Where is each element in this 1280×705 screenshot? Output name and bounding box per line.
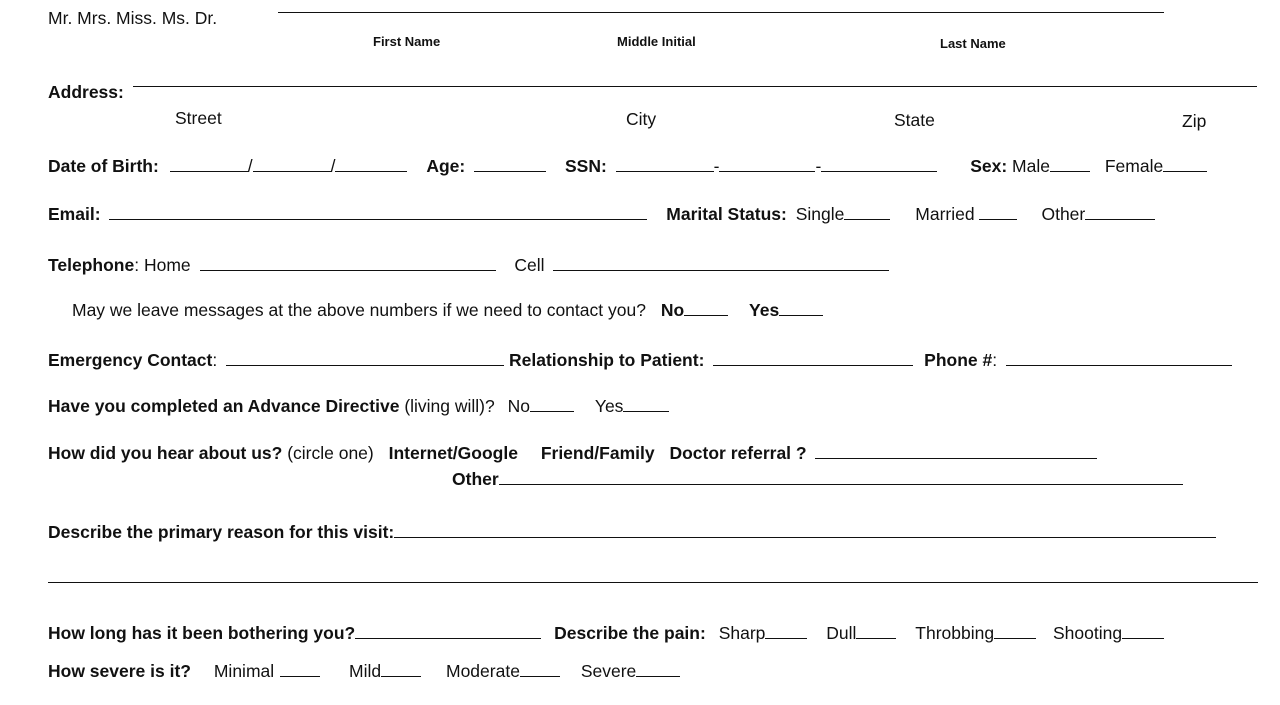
ssn-part1-field[interactable] [616, 156, 714, 172]
telephone-label: Telephone [48, 255, 135, 275]
street-label: Street [175, 108, 222, 128]
last-name-label: Last Name [940, 36, 1006, 51]
name-row [48, 8, 217, 29]
single-option: Single [795, 204, 845, 224]
advance-no-field[interactable] [530, 396, 574, 412]
advance-yes: Yes [594, 396, 624, 416]
email-row [48, 204, 1280, 224]
female-option: Female [1104, 156, 1164, 176]
other-option: Other [1041, 204, 1086, 224]
state-label: State [894, 110, 935, 130]
pain-label: Describe the pain: [554, 623, 706, 643]
relationship-label: Relationship to Patient: [508, 350, 705, 370]
sex-label: Sex: [970, 156, 1008, 176]
referral-row [48, 443, 1280, 463]
email-label: Email: [48, 204, 101, 224]
hear-question: How did you hear about us? [48, 443, 283, 463]
dob-month-field[interactable] [170, 156, 248, 172]
ssn-label: SSN: [564, 156, 607, 176]
city-label: City [626, 109, 657, 129]
shooting-option: Shooting [1052, 623, 1123, 643]
messages-yes-field[interactable] [779, 300, 823, 316]
throbbing-option: Throbbing [915, 623, 995, 643]
home-label: : Home [134, 255, 191, 275]
throbbing-field[interactable] [994, 623, 1036, 639]
address-field[interactable] [133, 86, 1257, 87]
name-field[interactable] [278, 12, 1164, 13]
zip-label: Zip [1182, 111, 1207, 131]
advance-yes-field[interactable] [623, 396, 669, 412]
dull-field[interactable] [856, 623, 896, 639]
doctor-option: Doctor referral ? [669, 443, 807, 463]
moderate-option: Moderate [446, 661, 520, 681]
circle-one-note: (circle one) [287, 443, 374, 463]
friend-option: Friend/Family [540, 443, 655, 463]
sharp-option: Sharp [718, 623, 766, 643]
title-options: Mr. Mrs. Miss. Ms. Dr. [48, 8, 218, 28]
emergency-contact-field[interactable] [226, 350, 504, 366]
shooting-field[interactable] [1122, 623, 1164, 639]
address-label: Address: [48, 82, 124, 102]
single-field[interactable] [844, 204, 890, 220]
moderate-field[interactable] [520, 661, 560, 677]
internet-option: Internet/Google [388, 443, 518, 463]
severe-field[interactable] [636, 661, 680, 677]
reason-label: Describe the primary reason for this visit: [48, 522, 395, 542]
ssn-part3-field[interactable] [821, 156, 937, 172]
mild-field[interactable] [381, 661, 421, 677]
messages-no-field[interactable] [684, 300, 728, 316]
living-will-note: (living will)? [404, 396, 495, 416]
emergency-phone-field[interactable] [1006, 350, 1232, 366]
advance-directive-row [48, 396, 1280, 416]
first-name-label: First Name [373, 34, 441, 49]
age-label: Age: [426, 156, 466, 176]
married-field[interactable] [979, 204, 1017, 220]
middle-initial-label: Middle Initial [617, 34, 696, 49]
age-field[interactable] [474, 156, 546, 172]
advance-directive-question: Have you completed an Advance Directive [48, 396, 400, 416]
sharp-field[interactable] [765, 623, 807, 639]
messages-no: No [660, 300, 685, 320]
dob-year-field[interactable] [335, 156, 407, 172]
cell-label: Cell [514, 255, 545, 275]
duration-row [48, 623, 1280, 643]
referral-other-label: Other [452, 469, 499, 489]
dull-option: Dull [826, 623, 857, 643]
ssn-part2-field[interactable] [719, 156, 815, 172]
dob-day-field[interactable] [253, 156, 331, 172]
emergency-contact-label: Emergency Contact [48, 350, 213, 370]
doctor-referral-field[interactable] [815, 443, 1097, 459]
reason-field-line-2[interactable] [48, 582, 1258, 583]
advance-no: No [507, 396, 530, 416]
messages-question: May we leave messages at the above numbers if we need to contact you? [72, 300, 646, 320]
married-option: Married [915, 204, 975, 224]
duration-field[interactable] [355, 623, 541, 639]
mild-option: Mild [349, 661, 382, 681]
referral-other-row [452, 469, 1280, 489]
other-status-field[interactable] [1085, 204, 1155, 220]
emergency-colon: : [212, 350, 218, 370]
phone-colon: : [992, 350, 998, 370]
minimal-option: Minimal [213, 661, 275, 681]
telephone-row [48, 255, 1280, 275]
relationship-field[interactable] [713, 350, 913, 366]
email-field[interactable] [109, 204, 647, 220]
phone-label: Phone # [924, 350, 993, 370]
messages-row [72, 300, 1280, 320]
minimal-field[interactable] [280, 661, 320, 677]
home-phone-field[interactable] [200, 255, 496, 271]
dob-row: Date of Birth: / / Age: SSN: - - Sex: Male Female [48, 156, 1280, 176]
female-field[interactable] [1163, 156, 1207, 172]
severity-label: How severe is it? [48, 661, 191, 681]
reason-field[interactable] [394, 522, 1216, 538]
male-field[interactable] [1050, 156, 1090, 172]
severity-row [48, 661, 1280, 681]
marital-status-label: Marital Status: [666, 204, 787, 224]
male-option: Male [1012, 156, 1050, 176]
dob-label: Date of Birth: [48, 156, 159, 176]
cell-phone-field[interactable] [553, 255, 889, 271]
reason-row [48, 522, 1280, 542]
messages-yes: Yes [749, 300, 780, 320]
duration-label: How long has it been bothering you? [48, 623, 356, 643]
referral-other-field[interactable] [499, 469, 1183, 485]
severe-option: Severe [580, 661, 637, 681]
emergency-row [48, 350, 1280, 370]
